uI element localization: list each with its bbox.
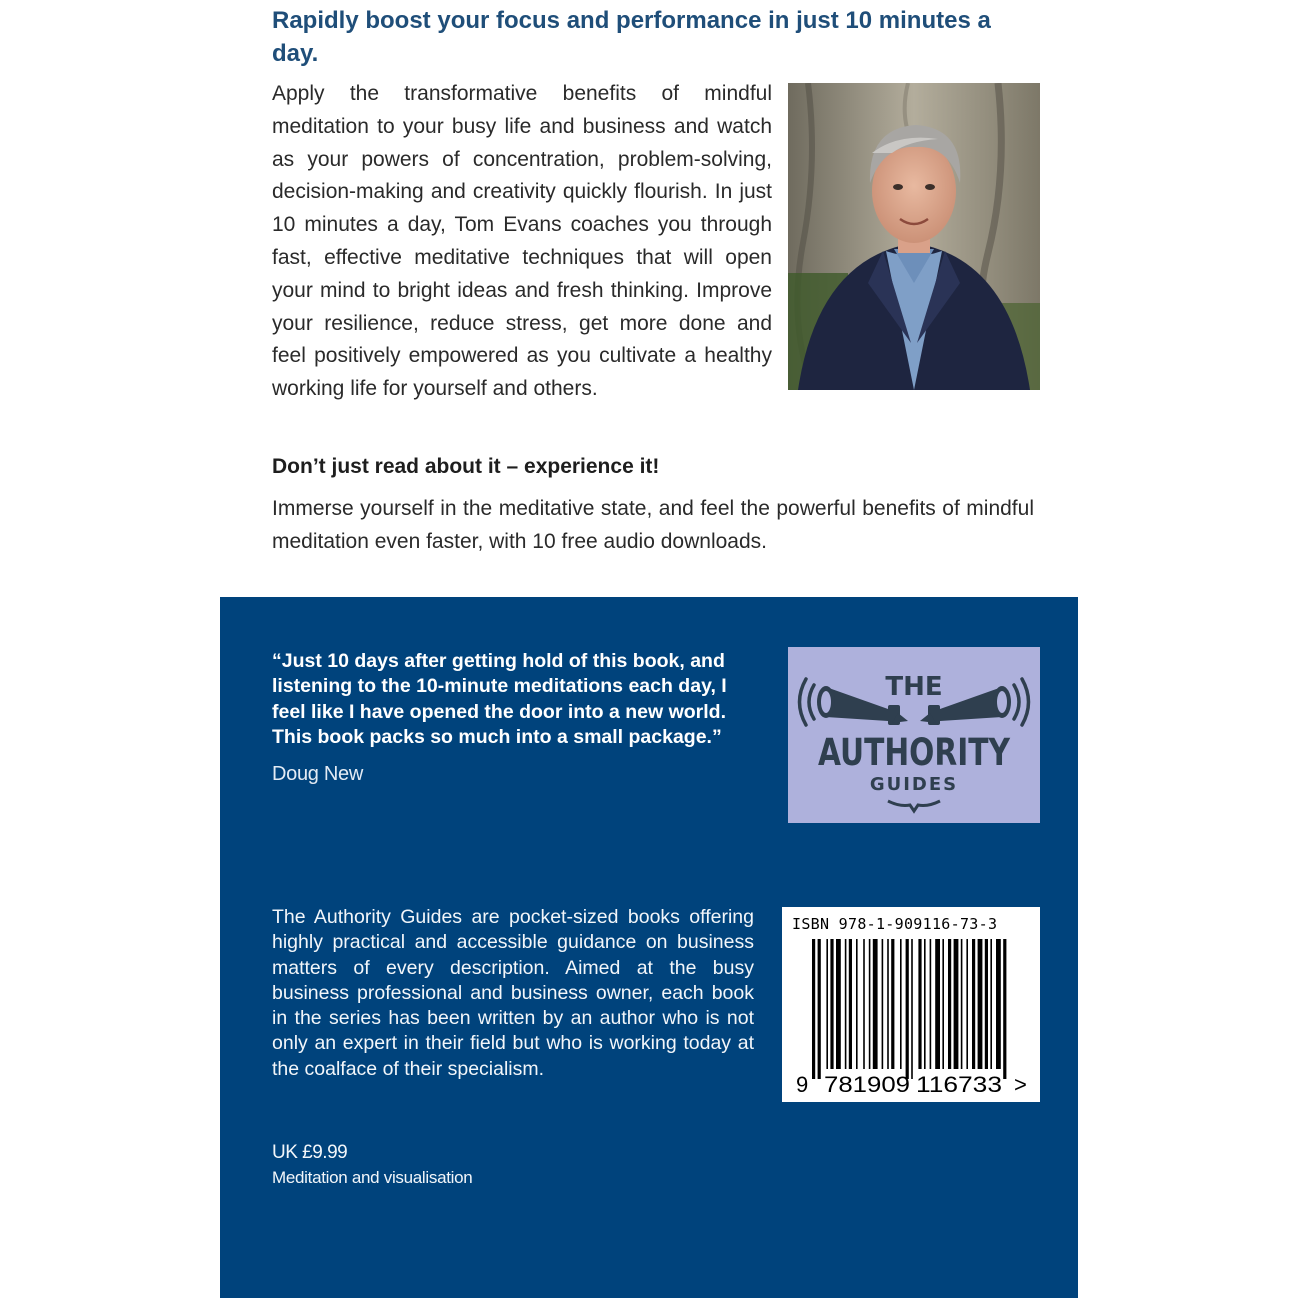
barcode-bar — [818, 939, 821, 1079]
barcode-bar — [996, 939, 1001, 1069]
headline: Rapidly boost your focus and performance in just 10 minutes a day. — [272, 7, 991, 67]
barcode-bar — [942, 939, 944, 1069]
logo-word-authority: AUTHORITY — [818, 731, 1011, 774]
author-photo — [788, 83, 1040, 390]
testimonial-quote: “Just 10 days after getting hold of this book, and listening to the 10-minute meditations each day, I feel like I have opened the door into a new world. This book packs so much into a small package.” — [272, 650, 727, 749]
barcode-bar — [891, 939, 894, 1069]
barcode-bar — [869, 939, 871, 1069]
barcode-bar — [924, 939, 926, 1069]
megaphone-icon — [788, 647, 1040, 823]
isbn-label: ISBN 978-1-909116-73-3 — [792, 915, 998, 933]
barcode-bar — [918, 939, 921, 1069]
barcode-bar — [882, 939, 884, 1069]
barcode-bar — [845, 939, 847, 1069]
barcode — [782, 907, 1040, 1102]
barcode-bars — [782, 907, 1040, 1102]
barcode-bar — [935, 939, 940, 1069]
barcode-digit-first: 9 — [796, 1072, 809, 1097]
authority-guides-logo — [788, 647, 1040, 823]
barcode-digits-right: 116733 — [916, 1072, 1002, 1097]
barcode-digits-left: 781909 — [824, 1072, 910, 1097]
barcode-bar — [972, 939, 975, 1069]
barcode-bar — [863, 939, 865, 1069]
barcode-bar — [930, 939, 932, 1069]
logo-word-the: THE — [885, 672, 943, 702]
barcode-bar — [812, 939, 815, 1079]
price: UK £9.99 — [272, 1142, 348, 1163]
intro-paragraph: Apply the transformative benefits of mindful meditation to your busy life and business and watch as your powers of concentration, problem-solving, decision-making and creativity quickly flourish. In just 10 minutes a day, Tom Evans coaches you through fast, effective meditative techniques that will open your mind to bright ideas and fresh thinking. Improve your resilience, reduce stress, get more done and feel positively empowered as you cultivate a healthy working life for yourself and others. — [272, 82, 772, 401]
barcode-bar — [954, 939, 959, 1069]
barcode-bar — [961, 939, 963, 1069]
barcode-bar — [990, 939, 992, 1069]
barcode-bar — [873, 939, 878, 1069]
barcode-bar — [906, 939, 909, 1079]
subheading: Don’t just read about it – experience it! — [272, 455, 660, 478]
barcode-bar — [978, 939, 983, 1069]
barcode-bar — [826, 939, 828, 1069]
barcode-bar — [887, 939, 889, 1069]
series-description: The Authority Guides are pocket-sized books offering highly practical and accessible guidance on business matters of every description. Aimed at the busy business professional and business owner, each book in the series has been written by an author who is not only an expert in their field but who is working today at the coalface of their specialism. — [272, 906, 754, 1080]
category: Meditation and visualisation — [272, 1168, 473, 1187]
barcode-bar — [985, 939, 988, 1069]
barcode-bar — [830, 939, 833, 1069]
barcode-bar — [966, 939, 968, 1069]
testimonial-author: Doug New — [272, 763, 363, 785]
barcode-bar — [900, 939, 902, 1069]
barcode-bar — [836, 939, 841, 1069]
audio-paragraph: Immerse yourself in the meditative state, and feel the powerful benefits of mindful meditation even faster, with 10 free audio downloads. — [272, 497, 1034, 553]
barcode-quiet-mark: > — [1014, 1072, 1027, 1097]
blue-panel — [220, 597, 1078, 1298]
barcode-bar — [1003, 939, 1006, 1079]
barcode-bar — [856, 939, 858, 1069]
logo-word-guides: GUIDES — [869, 774, 959, 795]
barcode-bar — [849, 939, 852, 1069]
barcode-bar — [948, 939, 951, 1069]
barcode-bar — [911, 939, 913, 1079]
